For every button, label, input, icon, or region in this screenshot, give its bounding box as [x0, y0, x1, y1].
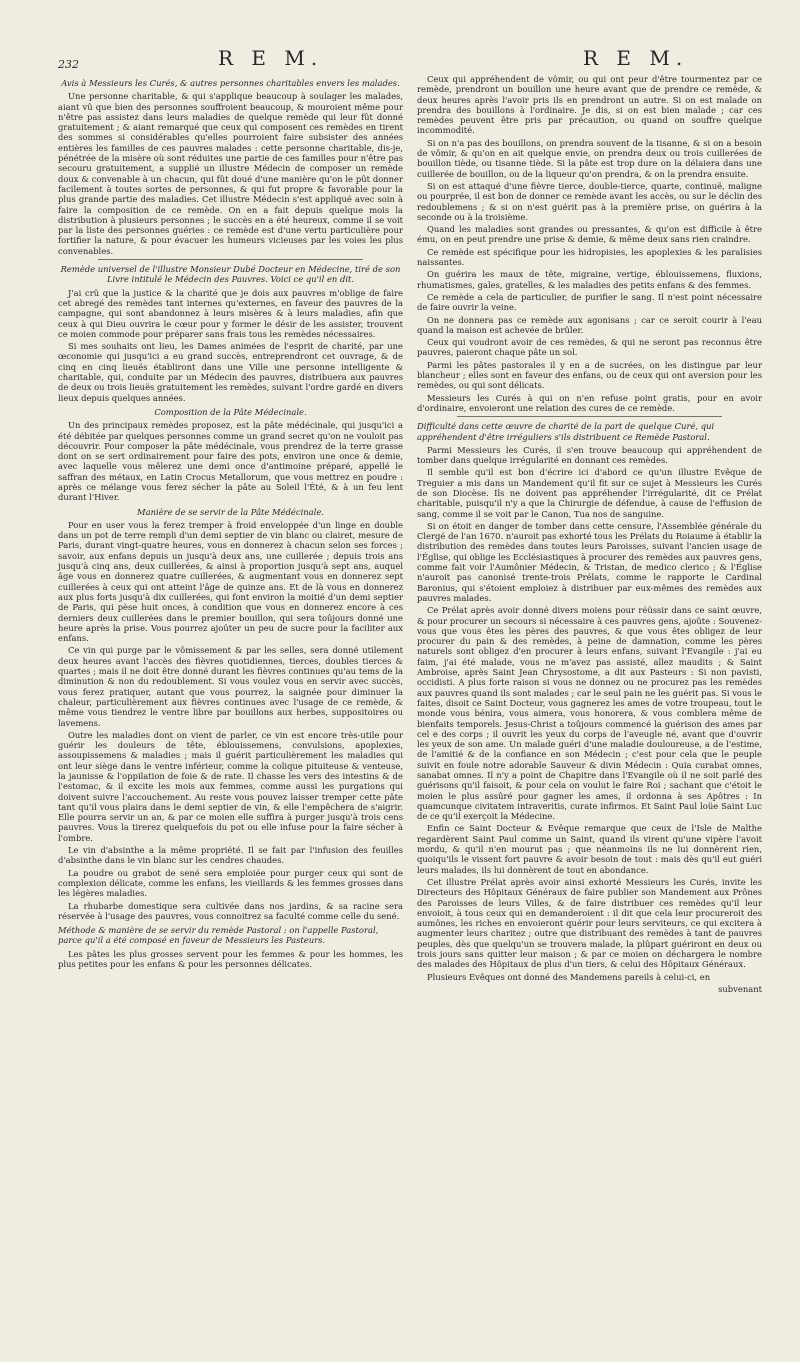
paragraph: Ce remède est spécifique pour les hidropisies, les apoplexies & les paralisies naissantes. [417, 246, 762, 268]
paragraph: Parmi les pâtes pastorales il y en a de sucrées, on les distingue par leur blancheur ; elles sont en faveur des enfans, ou de ceux qui ont aversion pour les remèdes, ou qui sont délicats. [417, 359, 762, 391]
section-body [58, 949, 403, 970]
paragraph: Ceux qui appréhendent de vômir, ou qui ont peur d'être tourmentez par ce remède, prendront un bouillon une heure avant que de prendre ce remède, & deux heures après l'avoir pris ils en prendront un autre. Si on est malade on prendra des bouillons à l'ordinaire. Je dis, si on est bien malade ; car ces remèdes peuvent être pris par précaution, ou quand on souffre quelque incommodité. [417, 74, 762, 136]
paragraph: Si on étoit en danger de tomber dans cette censure, l'Assemblée générale du Clergé de l'an 1670. n'auroit pas exhorté tous les Prélats du Roiaume à établir la distribution des remèdes dans toutes leurs Paroisses, suivant l'ancien usage de l'Église, qui oblige les Ecclésiastiques à procurer des remèdes aux pauvres gens, comme fait voir l'Aumônier Médecin, & Tristan, de medico clerico ; & l'Église n'auroit pas canonisé trente-trois Prélats, comme le rapporte le Cardinal Baronius, qui s'étoient emploiez à distribuer par eux-mêmes des remèdes aux pauvres malades. [417, 520, 762, 603]
paragraph: Les pâtes les plus grosses servent pour les femmes & pour les hommes, les plus petites pour les enfans & pour les personnes délicates. [58, 948, 403, 970]
paragraph: Une personne charitable, & qui s'applique beaucoup à soulager les malades, aiant vû que bien des personnes souffroient beaucoup, & mouroient même pour n'être pas assistez dans leurs maladies de quelque remède qui leur fût donné gratuitement ; & aiant remarqué que ceux qui composent ces remèdes en tirent des sommes si considérables qu'elles pourroient faire subsister des années entières les familles de ces pauvres malades : cette personne charitable, dis-je, pénétrée de la misère où sont réduites une partie de ces familles pour n'être pas secouru gratuitement, a supplié un illustre Médecin de composer un remède doux & convenable à un chacun, qui fût doué d'une manière qu'on le pût donner facilement à toutes sortes de personnes, & qui fut propre & favorable pour la plus grande partie des maladies. Cet illustre Médecin s'est appliqué avec soin à faire la composition de ce remède. On en a fait depuis quelque mois la distribution à plusieurs personnes ; le succès en a été heureux, comme il se voit par la liste des personnes guéries : ce remède est d'une vertu particulière pour fortifier la nature, & pour évacuer les humeurs vicieuses par les voies les plus convenables. [58, 91, 403, 256]
paragraph: Pour en user vous la ferez tremper à froid enveloppée d'un linge en double dans un pot de terre rempli d'un demi septier de vin blanc ou clairet, mesure de Paris, durant vingt-quatre heures, vous en donnerez à chacun selon ses forces ; savoir, aux enfans depuis un jusqu'à deux ans, une cuillerée ; depuis trois ans jusqu'à cinq ans, deux cuillerées, & ainsi à proportion jusqu'à sept ans, auquel âge vous en donnerez quatre cuillerées, & augmentant vous en donnerez sept cuillerées à ceux qui ont atteint l'âge de quinze ans. Et de là vous en donnerez aux plus forts jusqu'à dix cuillerées, qui font environ la moitié d'un demi septier de Paris, qui pèse huit onces, à condition que vous en donnerez encore à ces derniers deux cuillerées dans le premier bouillon, qui sera toûjours donné une heure après la prise. Vous pourrez ajoûter un peu de sucre pour la faciliter aux enfans. [58, 519, 403, 644]
paragraph: Outre les maladies dont on vient de parler, ce vin est encore très-utile pour guérir les douleurs de tête, éblouissemens, convulsions, apoplexies, assoupissemens & maladies ; mais il guérit particulièrement les maladies qui ont leur siège dans le ventre inférieur, comme la colique pituiteuse & venteuse, la jaunisse & l'oppilation de foie & de rate. Il chasse les vers des intestins & de l'estomac, & il excite les mois aux femmes, comme aussi les purgations qui doivent suivre l'accouchement. Au reste vous pouvez laisser tremper cette pâte tant qu'il vous plaira dans le demi septier de vin, & elle l'empêchera de s'aigrir. Elle pourra servir un an, & par ce moien elle suffira à purger jusqu'à trois cens pauvres. Vous la tirerez quelquefois du pot ou elle infuse pour la faire sécher à l'ombre. [58, 729, 403, 843]
section-title: Difficulté dans cette œuvre de charité de la part de quelque Curé, qui appréhendent d'être irréguliers s'ils distribuent ce Remède Pastoral. [417, 421, 715, 442]
section-body [417, 74, 762, 413]
section-body [417, 445, 762, 982]
paragraph: Un des principaux remèdes proposez, est la pâte médécinale, qui jusqu'ici a été débitée par quelques personnes comme un grand secret qu'on ne vouloit pas découvrir. Pour composer la pâte médécinale, vous prendrez de la terre grasse dont on se sert ordinairement pour faire des pots, environ une once & demie, avec laquelle vous mêlerez une demi once d'antimoine préparé, appellé le saffran des métaux, en Latin Crocus Metallorum, que vous mettrez en poudre : après ce mélange vous ferez sécher la pâte au Soleil l'Été, & à un feu lent durant l'Hiver. [58, 420, 403, 503]
page-header [58, 38, 772, 71]
running-head-left: R E M. [218, 46, 324, 70]
paragraph: Ce vin qui purge par le vômissement & par les selles, sera donné utilement deux heures avant l'accès des fièvres quotidiennes, tierces, doubles tierces & quartes ; mais il ne doit être donné durant les fièvres continues qu'au tems de la diminution & non du redoublement. Si vous voulez vous en servir avec succès, vous ferez pratiquer, autant que vous pourrez, la saignée pour diminuer la chaleur, particulièrement aux fièvres continues avec l'usage de ce remède, & même vous tiendrez le ventre libre par bouillons aux herbes, suppositoires ou lavemens. [58, 645, 403, 728]
right-column [417, 74, 762, 994]
text-columns [58, 74, 772, 994]
catchword: subvenant [718, 983, 762, 994]
section-body [58, 91, 403, 256]
paragraph: Enfin ce Saint Docteur & Evêque remarque que ceux de l'Isle de Malthe regardèrent Saint Paul comme un Saint, quand ils virent qu'une vipère l'avoit mordu, & qu'il n'en mourut pas ; que néanmoins ils ne lui donnèrent rien, quoiqu'ils le vissent fort pauvre & avoir besoin de tout : mais dès qu'il eut guéri leurs malades, ils lui donnèrent de tout en abondance. [417, 823, 762, 875]
section-divider [98, 259, 363, 260]
paragraph: Le vin d'absinthe a la même propriété. Il se fait par l'infusion des feuilles d'absinthe dans le vin blanc sur les cendres chaudes. [58, 845, 403, 866]
paragraph: Si on est attaqué d'une fièvre tierce, double-tierce, quarte, continuë, maligne ou pourprée, il est bon de donner ce remède avant les accès, ou sur le déclin des redoublemens ; & si on n'est guérit pas à la première prise, on guérira à la seconde ou à la troisième. [417, 180, 762, 222]
section-body [58, 420, 403, 502]
paragraph: Il semble qu'il est bon d'écrire ici d'abord ce qu'un illustre Evêque de Treguier a mis dans un Mandement qu'il fit sur ce sujet à Messieurs les Curés de son Diocèse. Ils ne doivent pas appréhender l'irrégularité, dit ce Prélat charitable, puisqu'il n'y a que la Chirurgie de défendue, à cause de l'effusion de sang, comme il se voit par le Canon, Tua nos de sanguine. [417, 467, 762, 519]
paragraph: On guérira les maux de tête, migraine, vertige, éblouissemens, fluxions, rhumatismes, gales, gratelles, & les maladies des petits enfans & des femmes. [417, 269, 762, 290]
paragraph: Parmi Messieurs les Curés, il s'en trouve beaucoup qui appréhendent de tomber dans quelque irrégularité en donnant ces remèdes. [417, 444, 762, 466]
section-title: Avis à Messieurs les Curés, & autres personnes charitables envers les malades. [61, 78, 400, 88]
paragraph: J'ai crû que la justice & la charité que je dois aux pauvres m'oblige de faire cet abregé des remèdes tant internes qu'externes, en faveur des pauvres de la campagne, qui sont abandonnez à leurs misères & à leurs maladies, afin que ceux à qui Dieu ouvrira le cœur pour y former le désir de les assister, trouvent ce moien commode pour préparer sans frais tous les remèdes nécessaires. [58, 287, 403, 339]
paragraph: Ceux qui voudront avoir de ces remèdes, & qui ne seront pas reconnus être pauvres, paieront chaque pâte un sol. [417, 337, 762, 358]
paragraph: On ne donnera pas ce remède aux agonisans ; car ce seroit courir à l'eau quand la maison est achevée de brûler. [417, 314, 762, 335]
paragraph: Plusieurs Evêques ont donné des Mandemens pareils à celui-ci, en [427, 971, 711, 982]
section-body [58, 520, 403, 921]
paragraph: Cet illustre Prélat après avoir ainsi exhorté Messieurs les Curés, invite les Directeurs des Hôpitaux Généraux de faire publier son Mandement aux Prônes des Paroisses de leurs Villes, & de faire distribuer ces remèdes qu'il leur envoioit, à tous ceux qui en demanderoient : il dit que cela leur procureroit des aumônes, les riches en envoieront quérir pour leurs serviteurs, ce qui excitera à augmenter leurs charitez ; outre que distribuant des remèdes à tant de pauvres peuples, dès que quelqu'un se trouvera malade, la plûpart guériront en deux ou trois jours sans quitter leur maison ; & par ce moien on déchargera le nombre des malades des Hôpitaux de plus d'un tiers, & celui des Hôpitaux Généraux. [417, 876, 762, 970]
section-title: Composition de la Pâte Médecinale. [154, 406, 307, 417]
paragraph: Quand les maladies sont grandes ou pressantes, & qu'on est difficile à être ému, on en peut prendre une prise & demie, & même deux sans rien craindre. [417, 224, 762, 245]
paragraph: Si mes souhaits ont lieu, les Dames animées de l'esprit de charité, par une œconomie qui jusqu'ici a eu grand succès, entreprendront cet ouvrage, & de cinq en cinq lieuës établiront dans une Ville une personne intelligente & charitable, qui, conduite par un Médecin des pauvres, distribuera aux pauvres de deux ou trois lieuës gratuitement les remèdes, suivant l'ordre gardé en divers lieux depuis quelques années. [58, 341, 403, 403]
paragraph: Messieurs les Curés à qui on n'en refuse point gratis, pour en avoir d'ordinaire, envoieront une relation des cures de ce remède. [417, 392, 762, 413]
section-body [58, 288, 403, 403]
paragraph: Ce remède a cela de particulier, de purifier le sang. Il n'est point nécessaire de faire ouvrir la veine. [417, 291, 762, 313]
paragraph: La rhubarbe domestique sera cultivée dans nos jardins, & sa racine sera réservée à l'usage des pauvres, vous connoitrez sa faculté comme celle du sené. [58, 900, 403, 921]
paragraph: Ce Prélat après avoir donné divers moiens pour réüssir dans ce saint œuvre, & pour procurer un secours si nécessaire à ces pauvres gens, ajoûte : Souvenez-vous que vous êtes les pères des pauvres, & que vous êtes obligez de leur procurer du pain & des remèdes, à peine de damnation, comme les pères naturels sont obligez d'en procurer à leurs enfans, suivant l'Evangile : j'ai eu faim, j'ai été malade, vous ne m'avez pas assisté, allez maudits ; & Saint Ambroise, après Saint Jean Chrysostome, a dit aux Pasteurs : Si non pavisti, occidisti. A plus forte raison si vous ne donnez ou ne procurez pas les remèdes aux pauvres quand ils sont malades ; car le seul pain ne les guérit pas. Si vous le faites, disoit ce Saint Docteur, vous gagnerez les ames de votre troupeau, tout le monde vous bénira, vous aimera, vous honorera, & vous comblera même de bienfaits temporels. Jesus-Christ a toûjours commencé la guérison des ames par cel e des corps ; il ouvrit les yeux du corps de l'aveugle né, avant que d'ouvrir les yeux de son ame. Un malade guéri d'une maladie douloureuse, a de l'estime, de l'amitié & de la confiance en son Médecin ; c'est pour cela que le peuple suivit en foule notre adorable Sauveur & divin Médecin : Quia curabat omnes, sanabat omnes. Il n'y a point de Chapitre dans l'Evangile où il ne soit parlé des guérisons qu'il faisoit, & pour cela on voulut le faire Roi ; sachant que c'étoit le moien le plus assûré pour gagner les ames, il ordonna à ses Apôtres : In quamcunque civitatem intraveritis, curate infirmos. Et Saint Paul loüe Saint Luc de ce qu'il exerçoit la Médecine. [417, 605, 762, 822]
running-head-right: R E M. [583, 46, 689, 70]
section-title: Remède universel de l'illustre Monsieur Dubé Docteur en Médecine, tiré de son Livre intitulé le Médecin des Pauvres. Voici ce qu'il en dit. [60, 264, 401, 285]
page-number: 232 [58, 58, 79, 71]
paragraph: Si on n'a pas des bouillons, on prendra souvent de la tisanne, & si on a besoin de vômir, & qu'on en ait quelque envie, on prendra deux ou trois cuillerées de bouillon tiède, ou tisanne tiède. Si la pâte est trop dure on la délaiera dans une cuillerée de bouillon, ou de la liqueur qu'on prendra, & on la prendra ensuite. [417, 137, 762, 179]
section-title: Manière de se servir de la Pâte Médécinale. [137, 506, 324, 517]
section-divider [457, 416, 722, 417]
section-title: Méthode & manière de se servir du remède Pastoral : on l'appelle Pastoral, parce qu'il a été composé en faveur de Messieurs les Pasteurs. [58, 925, 379, 946]
paragraph: La poudre ou grabot de sené sera emploiée pour purger ceux qui sont de complexion délicate, comme les enfans, les vieillards & les femmes grosses dans les légères maladies. [58, 867, 403, 899]
left-column [58, 74, 403, 994]
